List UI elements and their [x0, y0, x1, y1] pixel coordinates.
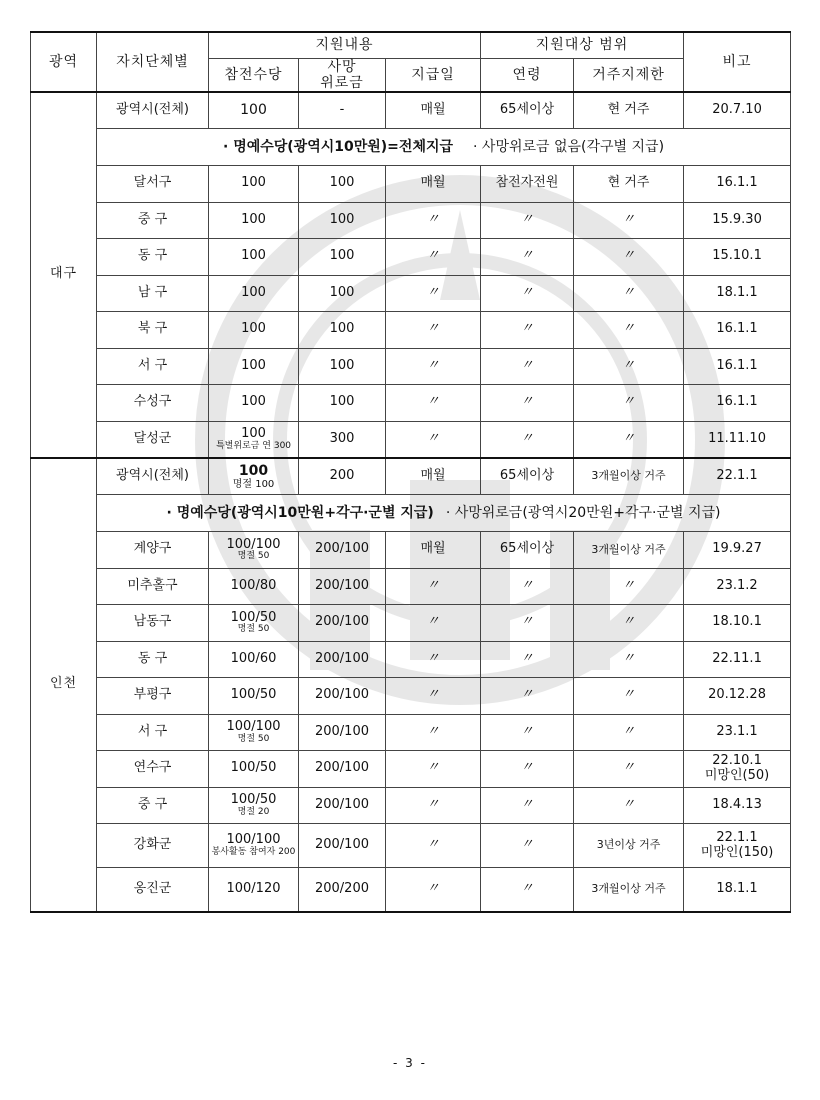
cell-text: 명절 50 [237, 624, 270, 635]
table-cell: 〃 [386, 202, 481, 239]
table-cell: 23.1.1 [684, 714, 791, 751]
table-cell: 〃 [574, 751, 684, 788]
table-cell: 200/100 [299, 678, 386, 715]
header-residency: 거주지제한 [574, 58, 684, 92]
table-cell: 16.1.1 [684, 166, 791, 203]
table-cell: 〃 [574, 714, 684, 751]
table-cell: 100 [299, 348, 386, 385]
table-cell: 200/100 [299, 751, 386, 788]
table-cell: 〃 [481, 868, 574, 912]
table-cell: 달성군 [97, 421, 209, 458]
table-cell: 100 [299, 385, 386, 422]
incheon-policy-note [31, 494, 791, 532]
table-cell: 18.1.1 [684, 275, 791, 312]
table-cell: 100 [209, 312, 299, 349]
veterans-allowance-table [30, 31, 791, 913]
page-number: - 3 - [393, 1056, 427, 1070]
table-cell: 15.9.30 [684, 202, 791, 239]
table-cell: 200/100 [299, 568, 386, 605]
table-cell: 〃 [386, 678, 481, 715]
table-cell: 〃 [386, 385, 481, 422]
table-cell: 65세이상 [481, 458, 574, 495]
cell-text: 100 [238, 462, 269, 479]
table-cell: 〃 [574, 275, 684, 312]
cell-text: 명절 50 [237, 551, 270, 562]
table-cell: 200/100 [299, 605, 386, 642]
cell-text: 100/100 [226, 536, 281, 552]
table-cell: 〃 [481, 348, 574, 385]
table-cell: 18.1.1 [684, 868, 791, 912]
table-cell: 매월 [386, 92, 481, 129]
header-region: 광역 [31, 32, 97, 92]
table-row [31, 421, 791, 458]
table-cell: 100 [209, 239, 299, 276]
table-row [31, 824, 791, 868]
cell-text: · 명예수당(광역시10만원)=전체지급 [223, 138, 454, 155]
table-cell: 〃 [386, 605, 481, 642]
table-cell: 15.10.1 [684, 239, 791, 276]
table-cell: 〃 [386, 312, 481, 349]
cell-text: 100/50 [230, 792, 277, 808]
table-cell: 〃 [386, 751, 481, 788]
table-cell: 광역시(전체) [97, 458, 209, 495]
header-pay-day: 지급일 [386, 58, 481, 92]
table-cell [684, 751, 791, 788]
table-cell: 19.9.27 [684, 532, 791, 569]
table-row [31, 678, 791, 715]
table-cell: 계양구 [97, 532, 209, 569]
table-cell [209, 532, 299, 569]
table-cell: 〃 [386, 868, 481, 912]
table-cell [209, 787, 299, 824]
table-cell [209, 824, 299, 868]
table-cell: 100 [299, 202, 386, 239]
cell-text: 100/100 [226, 832, 281, 848]
region-incheon: 인천 [31, 458, 97, 912]
header-support-content: 지원내용 [209, 32, 481, 58]
table-cell: 〃 [481, 275, 574, 312]
table-cell: 〃 [481, 714, 574, 751]
table-cell: 200/100 [299, 532, 386, 569]
table-row [31, 532, 791, 569]
table-cell: 22.11.1 [684, 641, 791, 678]
table-cell: 〃 [481, 605, 574, 642]
table-cell: 광역시(전체) [97, 92, 209, 129]
table-cell: 100 [299, 312, 386, 349]
cell-text: 100 [241, 425, 266, 441]
table-cell: 〃 [386, 714, 481, 751]
cell-text: 명절 50 [237, 733, 270, 744]
table-row [31, 641, 791, 678]
table-cell [209, 421, 299, 458]
table-cell: 남 구 [97, 275, 209, 312]
table-cell: 〃 [386, 568, 481, 605]
table-cell: 100 [209, 92, 299, 129]
table-cell [209, 458, 299, 495]
table-row [31, 239, 791, 276]
table-row [31, 312, 791, 349]
table-cell: 〃 [574, 239, 684, 276]
table-cell: 200 [299, 458, 386, 495]
table-cell: 65세이상 [481, 92, 574, 129]
table-cell: 중 구 [97, 787, 209, 824]
cell-text: 100/100 [226, 719, 281, 735]
table-cell: 100/50 [209, 678, 299, 715]
table-cell [97, 128, 791, 166]
table-row [31, 202, 791, 239]
table-cell: 3개월이상 거주 [574, 532, 684, 569]
table-cell: 〃 [574, 202, 684, 239]
table-cell: 100/50 [209, 751, 299, 788]
cell-text: 특별위로금 연 300 [215, 440, 292, 451]
table-row [31, 714, 791, 751]
table-cell: 〃 [481, 824, 574, 868]
daegu-policy-note [31, 128, 791, 166]
table-cell: 200/100 [299, 641, 386, 678]
table-cell: 〃 [386, 421, 481, 458]
table-cell: 3개월이상 거주 [574, 458, 684, 495]
table-cell: 〃 [481, 568, 574, 605]
table-cell: 〃 [481, 751, 574, 788]
cell-text: 미망인(150) [700, 844, 774, 860]
table-cell: 16.1.1 [684, 312, 791, 349]
table-cell: 200/100 [299, 714, 386, 751]
table-cell: 22.1.1 [684, 458, 791, 495]
table-cell: 〃 [386, 348, 481, 385]
table-cell [684, 824, 791, 868]
header-age: 연령 [481, 58, 574, 92]
table-cell: 20.7.10 [684, 92, 791, 129]
table-cell: 16.1.1 [684, 348, 791, 385]
table-cell: 〃 [481, 202, 574, 239]
table-cell: 〃 [481, 678, 574, 715]
table-cell: 〃 [481, 385, 574, 422]
table-cell: 강화군 [97, 824, 209, 868]
table-cell: 300 [299, 421, 386, 458]
table-row [31, 166, 791, 203]
table-row [31, 458, 791, 495]
table-row [31, 787, 791, 824]
table-row [31, 385, 791, 422]
table-cell: 〃 [574, 787, 684, 824]
table-cell: 100/60 [209, 641, 299, 678]
table-cell: - [299, 92, 386, 129]
cell-text: · 명예수당(광역시10만원+각구·군별 지급) [166, 504, 434, 521]
table-cell: 3년이상 거주 [574, 824, 684, 868]
table-cell [209, 714, 299, 751]
table-cell: 〃 [386, 275, 481, 312]
cell-text: 100/50 [230, 609, 277, 625]
table-cell: 〃 [574, 421, 684, 458]
table-cell: 20.12.28 [684, 678, 791, 715]
table-cell: 북 구 [97, 312, 209, 349]
table-cell: 100 [299, 166, 386, 203]
cell-text: 명절 20 [237, 806, 270, 817]
cell-text: 미망인(50) [704, 767, 770, 783]
table-cell: 100 [209, 348, 299, 385]
table-cell: 옹진군 [97, 868, 209, 912]
table-cell: 100 [209, 202, 299, 239]
table-cell: 18.10.1 [684, 605, 791, 642]
table-cell: 23.1.2 [684, 568, 791, 605]
table-cell: 〃 [574, 348, 684, 385]
table-row [31, 92, 791, 129]
table-row [31, 868, 791, 912]
header-note: 비고 [684, 32, 791, 92]
table-cell: 〃 [574, 312, 684, 349]
cell-text: 22.1.1 [716, 829, 758, 845]
table-cell [209, 605, 299, 642]
table-row [31, 751, 791, 788]
cell-text: 봉사활동 참여자 200 [211, 847, 296, 858]
table-cell: 18.4.13 [684, 787, 791, 824]
table-cell: 〃 [574, 641, 684, 678]
table-cell: 100 [209, 166, 299, 203]
table-cell: 〃 [481, 421, 574, 458]
table-cell: 〃 [574, 678, 684, 715]
table-cell: 달서구 [97, 166, 209, 203]
header-unit: 자치단체별 [97, 32, 209, 92]
table-cell: 65세이상 [481, 532, 574, 569]
table-cell: 현 거주 [574, 166, 684, 203]
table-cell: 서 구 [97, 714, 209, 751]
table-cell [97, 494, 791, 532]
table-cell: 〃 [574, 385, 684, 422]
table-cell: 100/80 [209, 568, 299, 605]
header-allowance: 참전수당 [209, 58, 299, 92]
table-cell: 〃 [386, 824, 481, 868]
table-cell: 200/100 [299, 824, 386, 868]
table-cell: 〃 [386, 787, 481, 824]
cell-text: 명절 100 [232, 478, 275, 490]
header-target-scope: 지원대상 범위 [481, 32, 684, 58]
cell-text: · 사망위로금 없음(각구별 지급) [473, 138, 665, 155]
table-cell: 〃 [386, 239, 481, 276]
table-cell: 미추홀구 [97, 568, 209, 605]
table-cell: 남동구 [97, 605, 209, 642]
table-row [31, 605, 791, 642]
table-cell: 〃 [574, 568, 684, 605]
table-cell: 매월 [386, 532, 481, 569]
table-row [31, 348, 791, 385]
table-cell: 16.1.1 [684, 385, 791, 422]
table-cell: 〃 [574, 605, 684, 642]
table-cell: 매월 [386, 458, 481, 495]
table-cell: 200/100 [299, 787, 386, 824]
table-cell: 100 [299, 275, 386, 312]
table-cell: 연수구 [97, 751, 209, 788]
cell-text: 22.10.1 [712, 753, 762, 768]
table-cell: 참전자전원 [481, 166, 574, 203]
cell-text: · 사망위로금(광역시20만원+각구·군별 지급) [445, 504, 721, 521]
header-death-consolation: 사망 위로금 [299, 58, 386, 92]
table-cell: 서 구 [97, 348, 209, 385]
table-cell: 100 [299, 239, 386, 276]
table-row [31, 275, 791, 312]
table-cell: 100/120 [209, 868, 299, 912]
table-cell: 동 구 [97, 641, 209, 678]
table-cell: 200/200 [299, 868, 386, 912]
table-cell: 수성구 [97, 385, 209, 422]
table-cell: 〃 [481, 312, 574, 349]
table-cell: 부평구 [97, 678, 209, 715]
table-cell: 〃 [481, 787, 574, 824]
table-cell: 중 구 [97, 202, 209, 239]
table-cell: 현 거주 [574, 92, 684, 129]
table-cell: 〃 [481, 641, 574, 678]
table-cell: 〃 [481, 239, 574, 276]
table-cell: 동 구 [97, 239, 209, 276]
table-cell: 100 [209, 275, 299, 312]
table-row [31, 568, 791, 605]
table-cell: 〃 [386, 641, 481, 678]
region-daegu: 대구 [31, 92, 97, 458]
table-cell: 11.11.10 [684, 421, 791, 458]
table-cell: 100 [209, 385, 299, 422]
table-cell: 3개월이상 거주 [574, 868, 684, 912]
table-cell: 매월 [386, 166, 481, 203]
